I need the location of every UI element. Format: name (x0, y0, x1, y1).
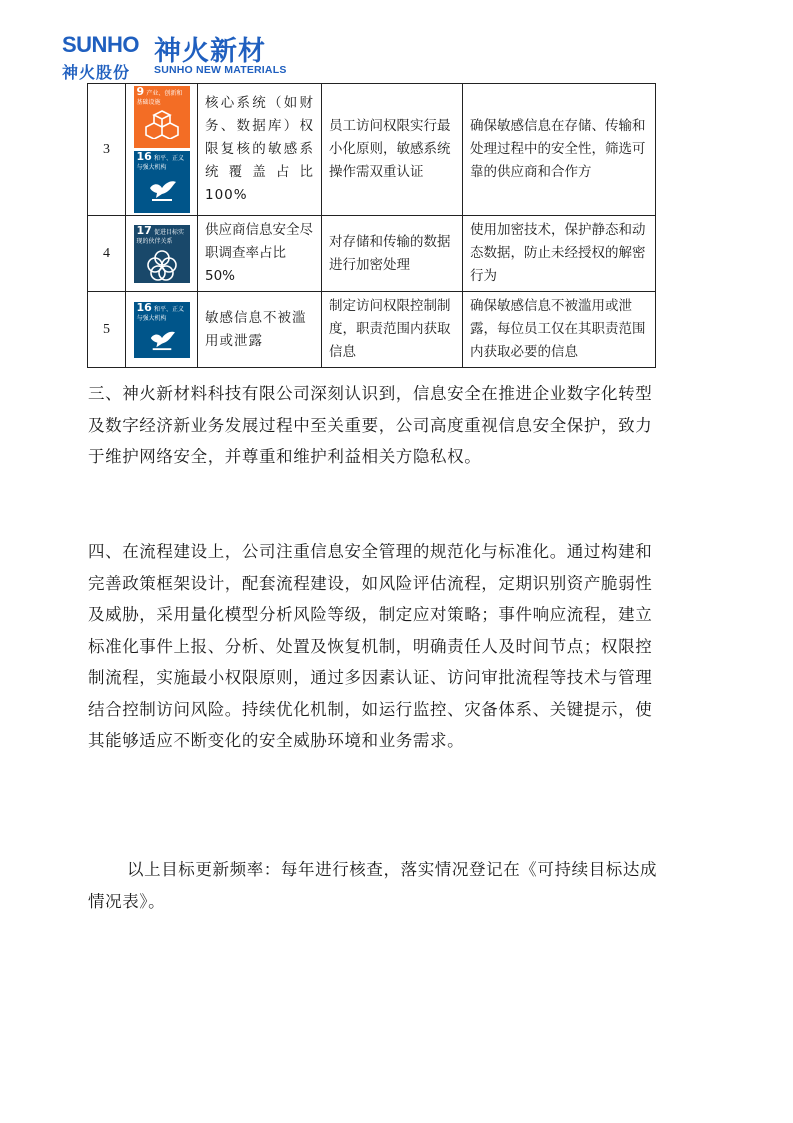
sdg-icons-cell (126, 292, 198, 368)
goal-purpose: 确保敏感信息在存储、传输和处理过程中的安全性，筛选可靠的供应商和合作方 (463, 84, 656, 216)
dove-gavel-icon (144, 174, 180, 202)
paragraph-update-frequency: 以上目标更新频率：每年进行核查，落实情况登记在《可持续目标达成情况表》。 (88, 860, 658, 911)
company-name-en: SUNHO NEW MATERIALS (154, 64, 287, 76)
row-number: 5 (88, 292, 126, 368)
sdg-goal-title: 促进目标实现的伙伴关系 (136, 228, 185, 245)
paragraph-process-building: 四、在流程建设上，公司注重信息安全管理的规范化与标准化。通过构建和完善政策框架设计，配套流程建设，如风险评估流程，定期识别资产脆弱性及威胁，采用量化模型分析风险等级，制定应对策略；事件响应流程，建立标准化事件上报、分析、处置及恢复机制，明确责任人及时间节点；权限控制流程，实施最小权限原则，通过多因素认证、访问审批流程等技术与管理结合控制访问风险。持续优化机制，如运行监控、灾备体系、关键提示，使其能够适应不断变化的安全威胁环境和业务需求。 (88, 542, 653, 750)
sdg-16-badge (134, 302, 190, 358)
sdg-goal-number: 16 (136, 150, 152, 163)
paragraph-information-security: 三、神火新材料科技有限公司深刻认识到，信息安全在推进企业数字化转型及数字经济新业务发展过程中至关重要，公司高度重视信息安全保护，致力于维护网络安全，并尊重和维护利益相关方隐私权。 (88, 384, 653, 466)
company-name-cn: 神火股份 (62, 63, 131, 82)
goal-target: 敏感信息不被滥用或泄露 (198, 292, 322, 368)
sdg-goal-title: 和平、正义与强大机构 (136, 305, 185, 322)
goal-measure: 对存储和传输的数据进行加密处理 (322, 216, 463, 292)
dove-gavel-icon (144, 325, 180, 351)
company-logo (60, 30, 300, 80)
table-row (88, 216, 656, 292)
sdg-icons-cell (126, 216, 198, 292)
brand-name-cn: 神火新材 (154, 36, 266, 67)
sdg-goal-title: 产业、创新和基础设施 (136, 90, 183, 106)
table-row (88, 292, 656, 368)
row-number: 4 (88, 216, 126, 292)
partnership-rings-icon (144, 248, 180, 282)
goal-measure: 员工访问权限实行最小化原则，敏感系统操作需双重认证 (322, 84, 463, 216)
goal-target: 核心系统（如财务、数据库）权限复核的敏感系统覆盖占比 100% (198, 84, 322, 216)
goal-target: 供应商信息安全尽职调查率占比 50% (198, 216, 322, 292)
sdg-icons-cell (126, 84, 198, 216)
goal-purpose: 使用加密技术，保护静态和动态数据，防止未经授权的解密行为 (463, 216, 656, 292)
sdg-goal-title: 和平、正义与强大机构 (136, 155, 185, 171)
goal-purpose: 确保敏感信息不被滥用或泄露，每位员工仅在其职责范围内获取必要的信息 (463, 292, 656, 368)
brand-name-en: SUNHO (62, 32, 139, 57)
sustainability-goals-table (87, 83, 656, 368)
goal-measure: 制定访问权限控制制度，职责范围内获取信息 (322, 292, 463, 368)
row-number: 3 (88, 84, 126, 216)
sdg-goal-number: 17 (136, 223, 152, 237)
table-row (88, 84, 656, 216)
sdg-16-badge (134, 151, 190, 213)
sdg-17-badge (134, 225, 190, 283)
sdg-goal-number: 16 (136, 300, 152, 314)
sdg-9-badge (134, 86, 190, 148)
cube-stack-icon (144, 109, 180, 139)
sdg-goal-number: 9 (136, 85, 145, 98)
